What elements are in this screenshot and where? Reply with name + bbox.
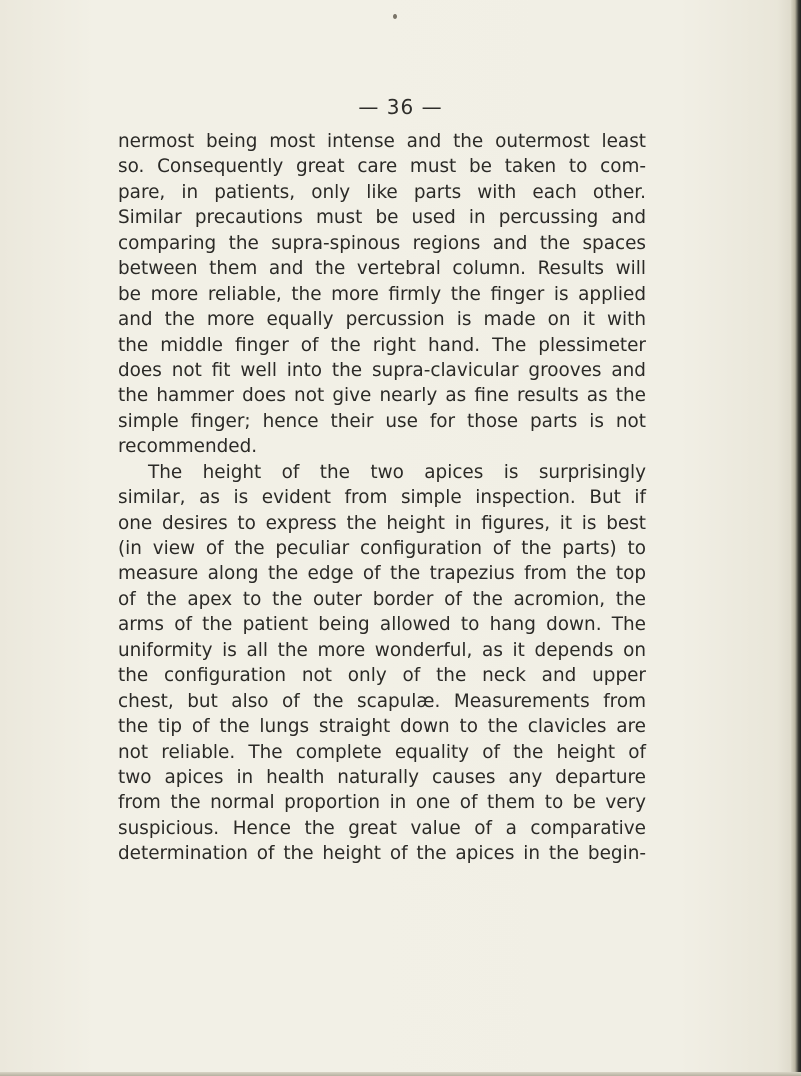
text-line: simple finger; hence their use for those parts is not (118, 410, 646, 432)
page-number: — 36 — (358, 95, 443, 119)
text-line: the configuration not only of the neck and upper (118, 665, 646, 687)
ink-speck (393, 14, 397, 19)
text-line: the tip of the lungs straight down to the clavicles are (118, 716, 646, 738)
page-right-edge-shadow (791, 0, 801, 1076)
text-line: similar, as is evident from simple inspection. But if (118, 487, 646, 509)
text-line: two apices in health naturally causes any departure (118, 766, 646, 788)
text-line: nermost being most intense and the outermost least (118, 131, 646, 152)
text-line: The height of the two apices is surprisingly (148, 461, 646, 483)
text-line: determination of the height of the apices in the begin- (118, 843, 646, 865)
text-line: the middle finger of the right hand. The plessimeter (118, 334, 646, 356)
text-line: of the apex to the outer border of the acromion, the (118, 588, 646, 610)
body-text (118, 129, 646, 867)
text-line: uniformity is all the more wonderful, as it depends on (118, 639, 646, 661)
text-line: the hammer does not give nearly as fine results as the (118, 385, 646, 407)
text-line: one desires to express the height in figures, it is best (118, 512, 646, 534)
text-line: measure along the edge of the trapezius from the top (118, 563, 646, 585)
text-line: recommended. (118, 436, 258, 458)
text-line: (in view of the peculiar configuration of the parts) to (118, 538, 646, 559)
text-line: pare, in patients, only like parts with each other. (118, 181, 646, 203)
text-line: and the more equally percussion is made on it with (118, 309, 646, 331)
text-line: arms of the patient being allowed to hang down. The (118, 614, 646, 636)
text-line: be more reliable, the more firmly the finger is applied (118, 283, 646, 305)
text-line: from the normal proportion in one of them to be very (118, 792, 646, 814)
text-line: between them and the vertebral column. Results will (118, 258, 646, 280)
page-bottom-edge (0, 1072, 801, 1076)
text-line: suspicious. Hence the great value of a comparative (118, 817, 646, 839)
text-line: does not fit well into the supra-clavicular grooves and (118, 359, 646, 381)
text-line: Similar precautions must be used in percussing and (118, 207, 646, 229)
text-line: so. Consequently great care must be taken to com- (118, 156, 646, 178)
text-line: chest, but also of the scapulæ. Measurements from (118, 690, 646, 712)
text-line: not reliable. The complete equality of the height of (118, 741, 646, 763)
text-line: comparing the supra-spinous regions and the spaces (118, 232, 646, 254)
